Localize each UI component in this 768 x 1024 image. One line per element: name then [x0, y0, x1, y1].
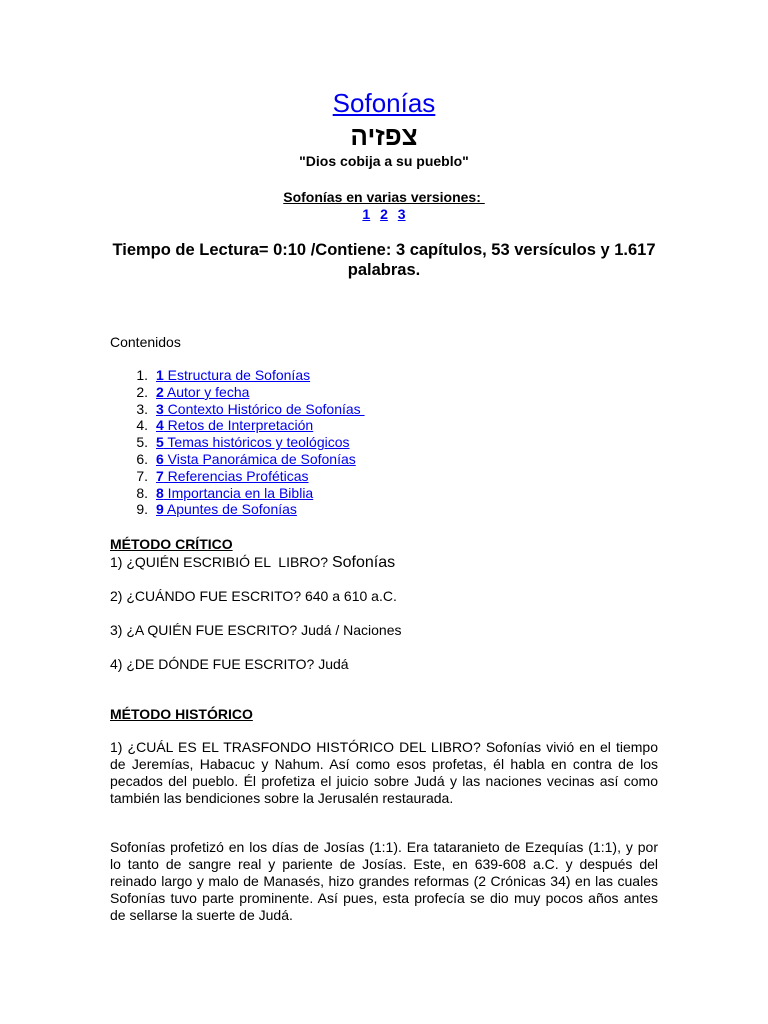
toc-link-number: 7 [156, 467, 164, 484]
toc-item-marker: 9. [136, 501, 148, 518]
version-link-2[interactable]: 2 [380, 206, 388, 222]
toc-item [110, 501, 365, 518]
toc-item [110, 485, 365, 502]
toc-link-referencias[interactable] [156, 468, 309, 484]
toc-link-importancia[interactable] [156, 485, 313, 501]
critical-q1-answer: Sofonías [331, 554, 396, 571]
contents-label: Contenidos [110, 334, 181, 350]
critical-q1-question: 1) ¿QUIÉN ESCRIBIÓ EL LIBRO? [110, 554, 332, 570]
toc-link-number: 4 [156, 417, 164, 434]
toc-item-marker: 4. [136, 417, 148, 434]
toc-link-label: Referencias Proféticas [163, 467, 309, 484]
toc-item-marker: 1. [136, 367, 148, 383]
toc-item-marker: 2. [136, 383, 148, 400]
toc-link-number: 8 [156, 484, 164, 501]
book-subtitle: "Dios cobija a su pueblo" [299, 153, 469, 169]
versions-links [110, 205, 658, 223]
toc-item [110, 401, 365, 418]
toc-link-label: Autor y fecha [163, 383, 250, 400]
version-link-1[interactable]: 1 [362, 206, 371, 222]
toc-link-contexto[interactable] [156, 401, 365, 417]
historical-paragraph-1: 1) ¿CUÁL ES EL TRASFONDO HISTÓRICO DEL LIBRO? Sofonías vivió en el tiempo de Jeremías, Habacuc y Nahum. Así como esos profetas, él habla en contra de los pecados del pueblo. Él profetiza el juicio sobre Judá y las naciones vecinas así como también las bendiciones sobre la Jerusalén restaurada. [110, 739, 658, 806]
toc-item [110, 468, 365, 485]
critical-q3: 3) ¿A QUIÉN FUE ESCRITO? Judá / Naciones [110, 622, 402, 638]
toc-link-apuntes[interactable] [156, 501, 297, 517]
critical-q4: 4) ¿DE DÓNDE FUE ESCRITO? Judá [110, 656, 349, 672]
toc-link-label: Estructura de Sofonías [163, 367, 311, 383]
toc-link-number: 9 [156, 501, 164, 518]
toc-item [110, 417, 365, 434]
toc-link-number: 1 [156, 367, 164, 383]
hebrew-title: צפזיה [350, 121, 418, 151]
versions-label: Sofonías en varias versiones: [283, 189, 485, 205]
historical-method-heading: MÉTODO HISTÓRICO [110, 706, 253, 722]
toc-link-number: 2 [156, 383, 164, 400]
critical-method-heading: MÉTODO CRÍTICO [110, 536, 233, 552]
book-title [110, 86, 658, 120]
toc-item-marker: 3. [136, 400, 148, 417]
toc-link-number: 5 [156, 434, 164, 451]
toc-item-marker: 5. [136, 434, 148, 451]
toc-link-number: 3 [156, 400, 164, 417]
toc-link-number: 6 [156, 450, 164, 467]
toc-item [110, 384, 365, 401]
toc-link-temas[interactable] [156, 434, 350, 450]
toc-item-marker: 7. [136, 467, 148, 484]
book-title-link[interactable]: Sofonías [332, 88, 436, 118]
version-link-3[interactable]: 3 [397, 206, 406, 222]
critical-q2: 2) ¿CUÁNDO FUE ESCRITO? 640 a 610 a.C. [110, 588, 397, 604]
toc-item-marker: 8. [136, 484, 148, 501]
toc-item [110, 367, 365, 384]
toc-item [110, 434, 365, 451]
toc-link-retos[interactable] [156, 417, 313, 433]
toc-item [110, 451, 365, 468]
toc-item-marker: 6. [136, 450, 148, 467]
toc-link-vista[interactable] [156, 451, 356, 467]
historical-paragraph-2: Sofonías profetizó en los días de Josías (1:1). Era tataranieto de Ezequías (1:1), y por lo tanto de sangre real y pariente de Josías. Este, en 639-608 a.C. y después del reinado largo y malo de Manasés, hizo grandes reformas (2 Crónicas 34) en las cuales Sofonías tuvo parte prominente. Así pues, esta profecía se dio muy pocos años antes de sellarse la suerte de Judá. [110, 839, 658, 923]
toc-link-label: Apuntes de Sofonías [163, 501, 297, 518]
toc-link-label: Contexto Histórico de Sofonías [163, 400, 365, 417]
toc-link-autor[interactable] [156, 384, 249, 400]
critical-q1 [110, 553, 395, 572]
reading-info: Tiempo de Lectura= 0:10 /Contiene: 3 capítulos, 53 versículos y 1.617 palabras. [112, 241, 656, 279]
toc-link-label: Temas históricos y teológicos [163, 434, 350, 451]
toc-link-label: Importancia en la Biblia [163, 484, 314, 501]
table-of-contents [110, 367, 365, 518]
toc-link-label: Vista Panorámica de Sofonías [163, 450, 356, 467]
toc-link-label: Retos de Interpretación [163, 417, 314, 434]
toc-link-estructura[interactable] [156, 367, 310, 383]
